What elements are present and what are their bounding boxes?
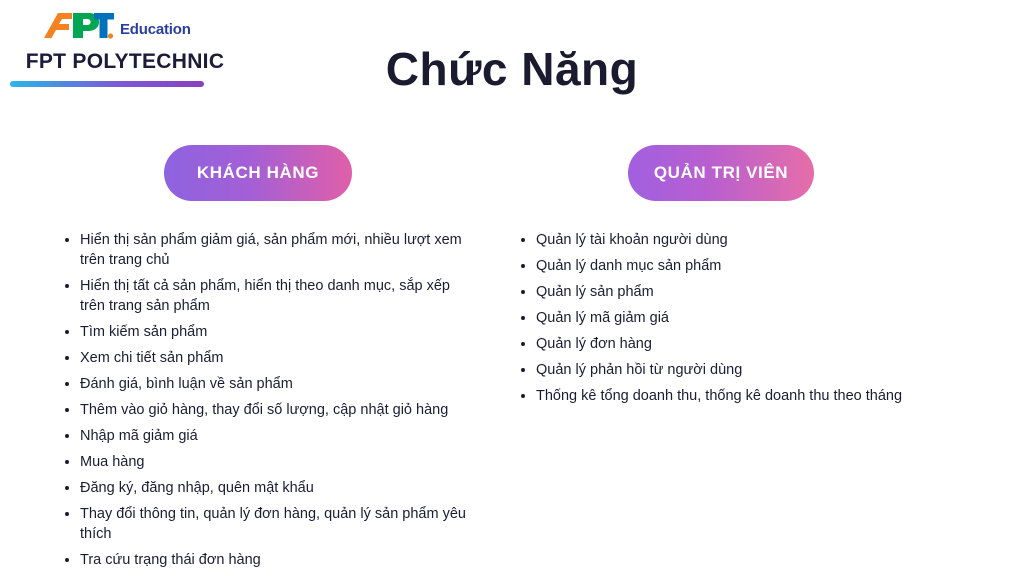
logo-row bbox=[10, 10, 240, 40]
section-pill-customer-label: KHÁCH HÀNG bbox=[196, 163, 320, 182]
list-item: • Đánh giá, bình luận về sản phẩm bbox=[80, 374, 472, 394]
education-label: Education bbox=[120, 21, 191, 38]
list-item: • Đăng ký, đăng nhập, quên mật khẩu bbox=[80, 478, 472, 498]
list-item: • Thêm vào giỏ hàng, thay đổi số lượng, cập nhật giỏ hàng bbox=[80, 400, 472, 420]
customer-feature-list bbox=[62, 230, 472, 576]
polytechnic-label: FPT POLYTECHNIC bbox=[25, 50, 225, 73]
list-item: • Quản lý danh mục sản phẩm bbox=[536, 256, 938, 276]
section-pill-customer bbox=[164, 145, 352, 201]
list-item: • Tra cứu trạng thái đơn hàng bbox=[80, 550, 472, 570]
list-item: • Nhập mã giảm giá bbox=[80, 426, 472, 446]
list-item: • Mua hàng bbox=[80, 452, 472, 472]
list-item: • Tìm kiếm sản phẩm bbox=[80, 322, 472, 342]
customer-feature-items bbox=[62, 230, 472, 570]
section-pill-admin-label: QUẢN TRỊ VIÊN bbox=[653, 163, 789, 182]
list-item: • Hiển thị tất cả sản phẩm, hiển thị theo danh mục, sắp xếp trên trang sản phẩm bbox=[80, 276, 472, 316]
admin-feature-list bbox=[518, 230, 938, 412]
list-item: • Quản lý đơn hàng bbox=[536, 334, 938, 354]
list-item: • Thay đổi thông tin, quản lý đơn hàng, quản lý sản phẩm yêu thích bbox=[80, 504, 472, 544]
list-item: • Thống kê tổng doanh thu, thống kê doanh thu theo tháng bbox=[536, 386, 938, 406]
fpt-logo-icon bbox=[42, 10, 114, 40]
list-item: • Xem chi tiết sản phẩm bbox=[80, 348, 472, 368]
list-item: • Quản lý tài khoản người dùng bbox=[536, 230, 938, 250]
list-item: • Quản lý mã giảm giá bbox=[536, 308, 938, 328]
section-pill-admin bbox=[628, 145, 814, 201]
list-item: • Quản lý phản hồi từ người dùng bbox=[536, 360, 938, 380]
page-title: Chức Năng bbox=[385, 43, 639, 95]
list-item: • Hiển thị sản phẩm giảm giá, sản phẩm mới, nhiều lượt xem trên trang chủ bbox=[80, 230, 472, 270]
admin-feature-items bbox=[518, 230, 938, 406]
list-item: • Quản lý sản phẩm bbox=[536, 282, 938, 302]
